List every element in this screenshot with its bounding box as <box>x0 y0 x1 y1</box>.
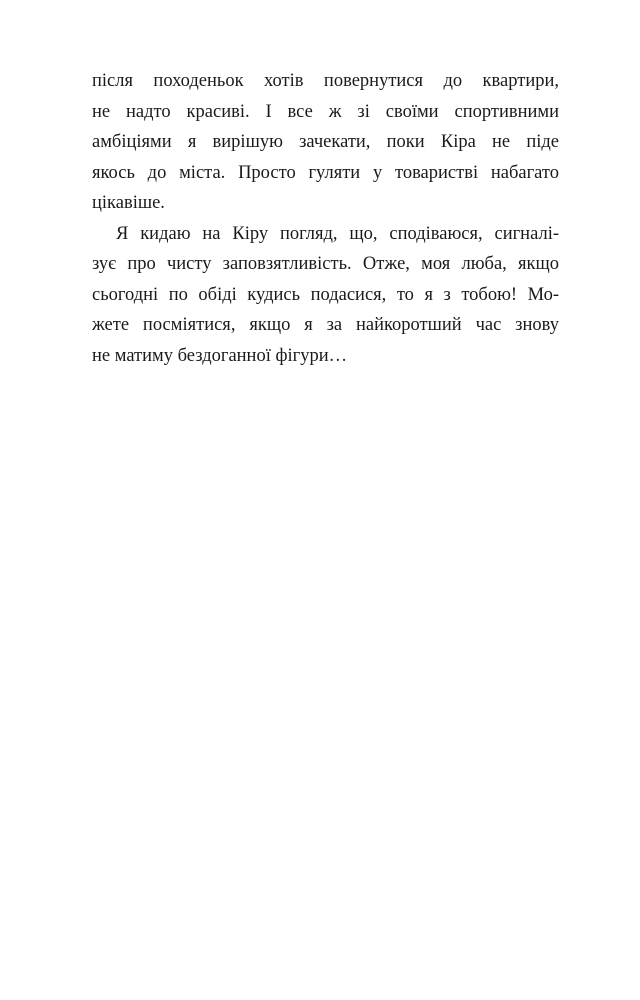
book-page-text <box>92 66 559 371</box>
text-line: після походеньок хотів повернутися до квартири, <box>92 71 559 91</box>
text-line: амбіціями я вирішую зачекати, поки Кіра не піде <box>92 132 559 152</box>
paragraph-2 <box>92 219 559 372</box>
paragraph-1 <box>92 66 559 219</box>
text-line: не матиму бездоганної фігури… <box>92 345 348 366</box>
text-line: зує про чисту заповзятливість. Отже, моя люба, якщо <box>92 254 559 274</box>
text-line: жете посміятися, якщо я за найкоротший час знову <box>92 315 559 335</box>
text-line: не надто красиві. І все ж зі своїми спортивними <box>92 101 559 122</box>
text-line: цікавіше. <box>92 193 165 213</box>
text-line: якось до міста. Просто гуляти у товаристві набагато <box>92 162 559 183</box>
text-line: сьогодні по обіді кудись подасися, то я з тобою! Мо- <box>92 284 559 305</box>
text-line: Я кидаю на Кіру погляд, що, сподіваюся, сигналі- <box>116 223 559 244</box>
